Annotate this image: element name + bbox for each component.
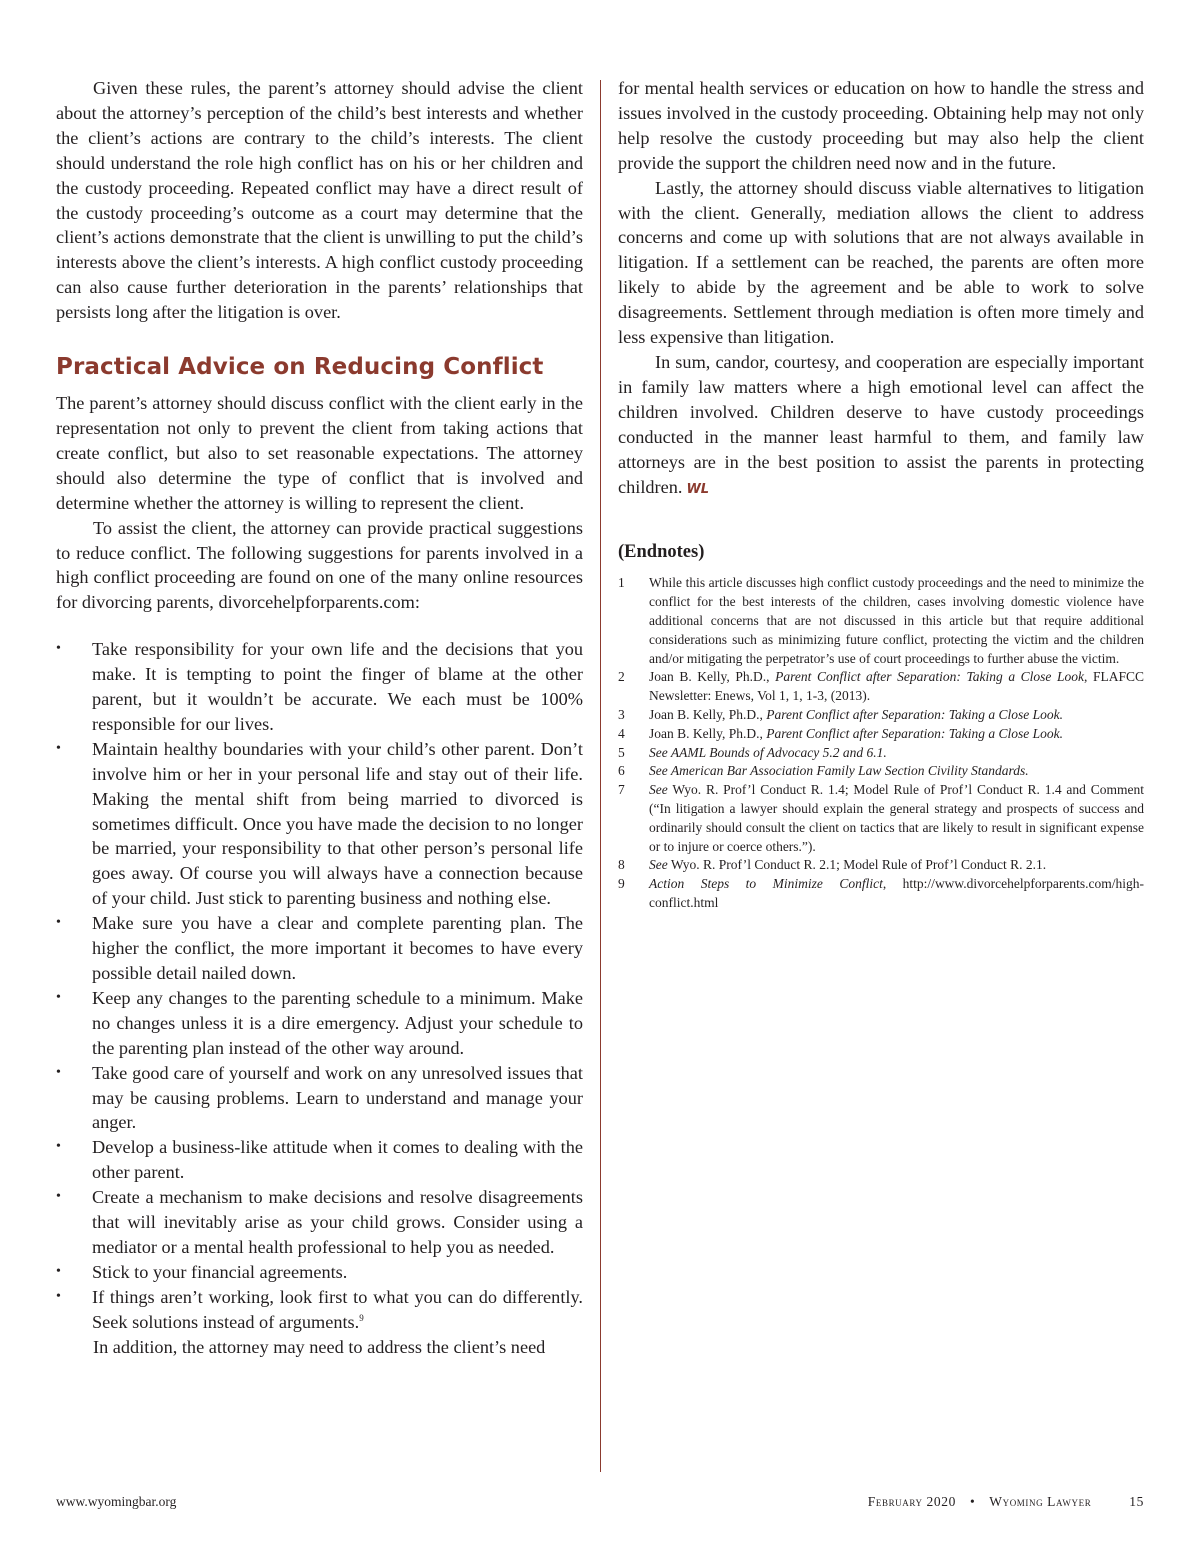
page-number: 15	[1129, 1494, 1144, 1509]
bullet-icon: •	[56, 641, 61, 657]
paragraph-discuss-conflict: The parent’s attorney should discuss conflict with the client early in the representation not only to prevent the client from taking actions that create conflict, but also to set reasonable expectations. The attorney should also determine the type of conflict that is involved and determine whether the attorney is willing to represent the client.	[56, 393, 583, 513]
list-item: • Keep any changes to the parenting schedule to a minimum. Make no changes unless it is a dire emergency. Adjust your schedule to the parenting plan instead of the other way around.	[56, 987, 583, 1058]
list-item: • Develop a business-like attitude when it comes to dealing with the other parent.	[56, 1137, 583, 1183]
endnote: 2 Joan B. Kelly, Ph.D., Parent Conflict after Separation: Taking a Close Look, FLAFCC Newsletter: Enews, Vol 1, 1, 1-3, (2013).	[618, 669, 1145, 704]
bullet-icon: •	[56, 1064, 61, 1080]
footnote-ref: 9	[359, 1312, 364, 1323]
paragraph-conclusion: In sum, candor, courtesy, and cooperation are especially important in family law matters where a high emotional level can affect the children involved. Children deserve to have custody proceedings conducted in the manner least harmful to them, and family law attorneys are in the best position to assist the parents in protecting children. WL	[618, 351, 1144, 497]
bullet-icon: •	[56, 1189, 61, 1205]
endnote: 3 Joan B. Kelly, Ph.D., Parent Conflict after Separation: Taking a Close Look.	[618, 706, 1063, 722]
endnotes-list	[618, 574, 1144, 912]
list-item: • Take responsibility for your own life and the decisions that you make. It is tempting to point the finger of blame at the other parent, but it wouldn’t be accurate. We each must be 100% responsible for our lives.	[56, 639, 583, 734]
left-column	[56, 76, 583, 1360]
footer-website: www.wyomingbar.org	[56, 1494, 177, 1509]
suggestion-list	[56, 637, 583, 1334]
endnote: 4 Joan B. Kelly, Ph.D., Parent Conflict after Separation: Taking a Close Look.	[618, 725, 1063, 741]
endnote: 9 Action Steps to Minimize Conflict, http://www.divorcehelpforparents.com/high-conflict.html	[618, 876, 1144, 910]
intro-paragraph: Given these rules, the parent’s attorney should advise the client about the attorney’s perception of the child’s best interests and whether the client’s actions are contrary to the child’s interests. The client should understand the role high conflict has on his or her children and the custody proceeding. Repeated conflict may have a direct result of the custody proceeding’s outcome as a court may determine that the client’s actions demonstrate that the client is unwilling to put the child’s interests above the client’s interests. A high conflict custody proceeding can also cause further deterioration in the parents’ relationships that persists long after the litigation is over.	[56, 78, 583, 323]
endnote: 1 While this article discusses high conflict custody proceedings and the need to minimize the conflict for the best interests of the children, cases involving domestic violence have additional concerns that are not discussed in this article but that require additional considerations such as minimizing future conflict, protecting the victim and the children and/or mitigating the perpetrator’s use of court proceedings to further abuse the victim.	[618, 575, 1144, 666]
list-item: • Make sure you have a clear and complete parenting plan. The higher the conflict, the more important it becomes to have every possible detail nailed down.	[56, 913, 583, 983]
endnote: 7 See Wyo. R. Prof’l Conduct R. 1.4; Model Rule of Prof’l Conduct R. 1.4 and Comment (“In litigation a lawyer should explain the general strategy and prospects of success and ordinarily should consult the client on tactics that are likely to result in significant expense or to injure or coerce others.”).	[618, 782, 1144, 854]
paragraph-suggestions: To assist the client, the attorney can provide practical suggestions to reduce conflict. The following suggestions for parents involved in a high conflict proceeding are found on one of the many online resources for divorcing parents, divorcehelpforparents.com:	[56, 517, 583, 613]
list-item: • Maintain healthy boundaries with your child’s other parent. Don’t involve him or her in your personal life and stay out of their life. Making the mental shift from being married to divorced is sometimes difficult. Once you have made the decision to no longer be married, your responsibility to that other person’s personal life goes away. Of course you will always have a connection because of your child. Just stick to parenting business and nothing else.	[56, 738, 583, 909]
column-divider	[600, 80, 601, 1472]
bullet-icon: •	[56, 1263, 61, 1279]
footer-publication: Wyoming Lawyer	[989, 1494, 1092, 1509]
end-mark-logo: WL	[686, 481, 710, 497]
section-heading: Practical Advice on Reducing Conflict	[56, 354, 544, 381]
endnote: 5 See AAML Bounds of Advocacy 5.2 and 6.1.	[618, 744, 887, 760]
bullet-icon: •	[56, 915, 61, 931]
closing-paragraph-start: In addition, the attorney may need to address the client’s need	[93, 1336, 546, 1357]
bullet-icon: •	[56, 989, 61, 1005]
endnote: 8 See Wyo. R. Prof’l Conduct R. 2.1; Model Rule of Prof’l Conduct R. 2.1.	[618, 857, 1047, 873]
list-item: • If things aren’t working, look first to what you can do differently. Seek solutions instead of arguments.$^9$	[56, 1286, 583, 1332]
list-item: • Take good care of yourself and work on any unresolved issues that may be causing problems. Learn to understand and manage your anger.	[56, 1062, 583, 1133]
bullet-icon: •	[56, 1288, 61, 1304]
bullet-icon: •	[56, 740, 61, 756]
bullet-icon: •	[56, 1139, 61, 1155]
continuation-paragraph: for mental health services or education on how to handle the stress and issues involved in the custody proceeding. Obtaining help may not only help resolve the custody proceeding but may also help the client provide the support the children need now and in the future.	[618, 78, 1144, 173]
endnote: 6 See American Bar Association Family Law Section Civility Standards.	[618, 763, 1029, 779]
paragraph-alternatives: Lastly, the attorney should discuss viable alternatives to litigation with the client. Generally, mediation allows the client to address concerns and come up with solutions that are not always available in litigation. If a settlement can be reached, the parents are often more likely to abide by the agreement and be able to work to solve disagreements. Settlement through mediation is often more timely and less expensive than litigation.	[618, 177, 1144, 348]
footer-issue-info	[868, 1494, 1144, 1510]
footer-issue: February 2020	[867, 1494, 956, 1509]
list-item: • Create a mechanism to make decisions and resolve disagreements that will inevitably arise as your child grows. Consider using a mediator or a mental health professional to help you as needed.	[56, 1187, 583, 1257]
list-item: • Stick to your financial agreements.	[56, 1260, 583, 1285]
endnotes-heading: (Endnotes)	[618, 542, 705, 563]
right-column	[618, 76, 1144, 913]
footer-separator-icon: •	[969, 1494, 976, 1509]
